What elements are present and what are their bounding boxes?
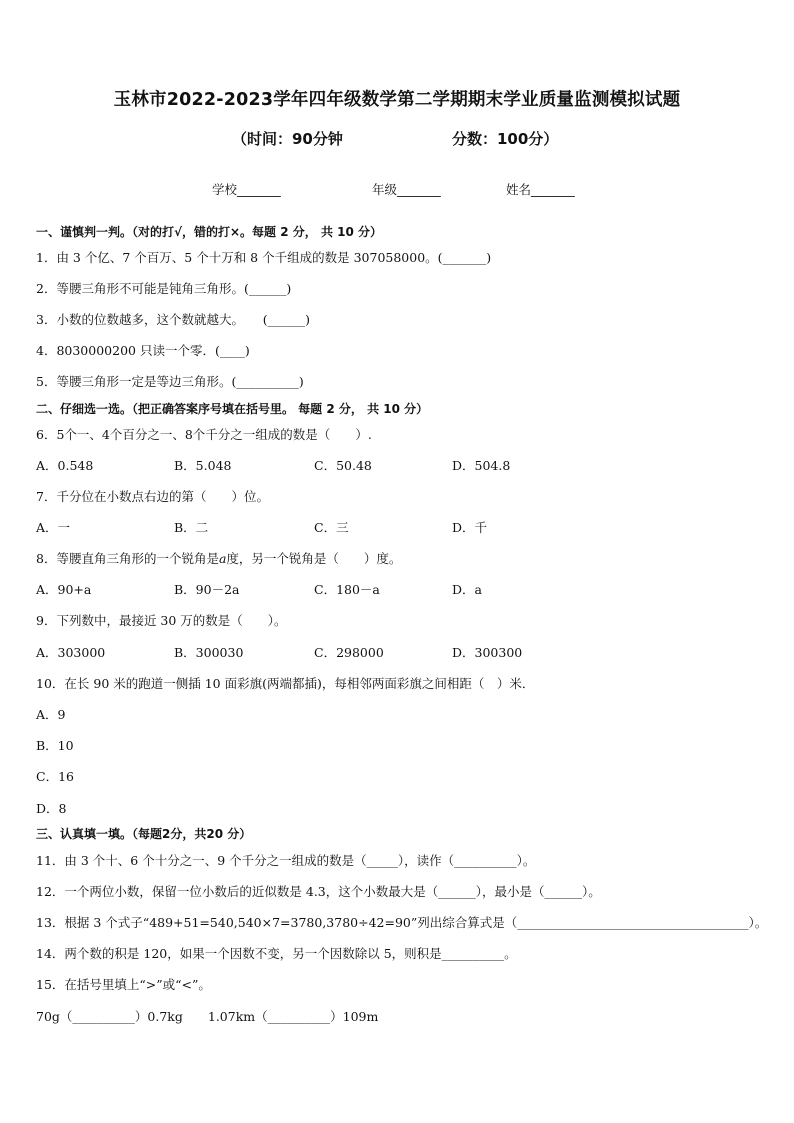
question-13: 13．根据 3 个式子“489+51=540,540×7=3780,3780÷42=90”列出综合算式是（_____________________________________）。: [36, 915, 768, 930]
section-heading-2: 二、仔细选一选。（把正确答案序号填在括号里。 每题 2 分， 共 10 分）: [36, 402, 429, 416]
q8-text-end: 度，另一个锐角是（ ）度。: [226, 551, 402, 566]
q9-option-c: C．298000: [314, 645, 384, 660]
question-6: 6．5个一、4个百分之一、8个千分之一组成的数是（ ）.: [36, 427, 372, 442]
q6-option-b: B．5.048: [174, 458, 232, 473]
q9-option-a: A．303000: [36, 645, 106, 660]
q6-option-a: A．0.548: [36, 458, 94, 473]
q8-option-c: C．180－a: [314, 582, 380, 597]
q7-option-d: D．千: [452, 520, 488, 535]
question-4: 4．8030000200 只读一个零．(____): [36, 343, 250, 358]
question-9: 9．下列数中，最接近 30 万的数是（ ）。: [36, 613, 287, 628]
question-1: 1．由 3 个亿、7 个百万、5 个十万和 8 个千组成的数是 307058000。(_______): [36, 250, 492, 265]
q7-option-b: B．二: [174, 520, 209, 535]
q10-option-a: A．9: [36, 707, 66, 722]
question-15: 15．在括号里填上“>”或“<”。: [36, 977, 211, 992]
question-12: 12．一个两位小数，保留一位小数后的近似数是 4.3，这个小数最大是（______），最小是（______）。: [36, 884, 601, 899]
grade-field: 年级_______: [372, 182, 441, 197]
q10-option-b: B．10: [36, 738, 74, 753]
question-3: 3．小数的位数越多，这个数就越大。 (______): [36, 312, 310, 327]
q10-option-c: C．16: [36, 769, 74, 784]
question-8: [36, 550, 401, 568]
q6-option-d: D．504.8: [452, 458, 511, 473]
exam-info: [0, 128, 794, 152]
q8-variable: a: [218, 551, 227, 566]
question-7: 7．千分位在小数点右边的第（ ）位。: [36, 489, 269, 504]
q9-option-d: D．300300: [452, 645, 523, 660]
q10-option-d: D．8: [36, 801, 67, 816]
question-11: 11．由 3 个十、6 个十分之一、9 个千分之一组成的数是（_____），读作（__________）。: [36, 853, 536, 868]
question-2: 2．等腰三角形不可能是钝角三角形。(______): [36, 281, 292, 296]
section-heading-3: 三、认真填一填。（每题2分，共20 分）: [36, 827, 252, 841]
q7-option-c: C．三: [314, 520, 349, 535]
q7-option-a: A．一: [36, 520, 71, 535]
q9-option-b: B．300030: [174, 645, 244, 660]
exam-score: 分数：100分）: [452, 130, 559, 148]
question-14: 14．两个数的积是 120，如果一个因数不变，另一个因数除以 5，则积是__________。: [36, 946, 517, 961]
question-5: 5．等腰三角形一定是等边三角形。(__________): [36, 374, 304, 389]
exam-time: （时间：90分钟: [232, 130, 343, 148]
school-field: 学校_______: [212, 182, 281, 197]
q8-option-a: A．90+a: [36, 582, 92, 597]
name-field: 姓名_______: [506, 182, 575, 197]
question-15-blanks: 70g（__________）0.7kg 1.07km（__________）109m: [36, 1009, 379, 1024]
question-10: 10．在长 90 米的跑道一侧插 10 面彩旗(两端都插)，每相邻两面彩旗之间相距（ ）米．: [36, 676, 535, 691]
q8-option-d: D．a: [452, 582, 482, 597]
page-title: 玉林市2022-2023学年四年级数学第二学期期末学业质量监测模拟试题: [113, 90, 681, 110]
student-fields: [0, 180, 794, 200]
q8-text-start: 8．等腰直角三角形的一个锐角是: [36, 551, 219, 566]
section-heading-1: 一、谨慎判一判。（对的打√，错的打×。每题 2 分， 共 10 分）: [36, 225, 382, 239]
q6-option-c: C．50.48: [314, 458, 372, 473]
q8-option-b: B．90－2a: [174, 582, 240, 597]
